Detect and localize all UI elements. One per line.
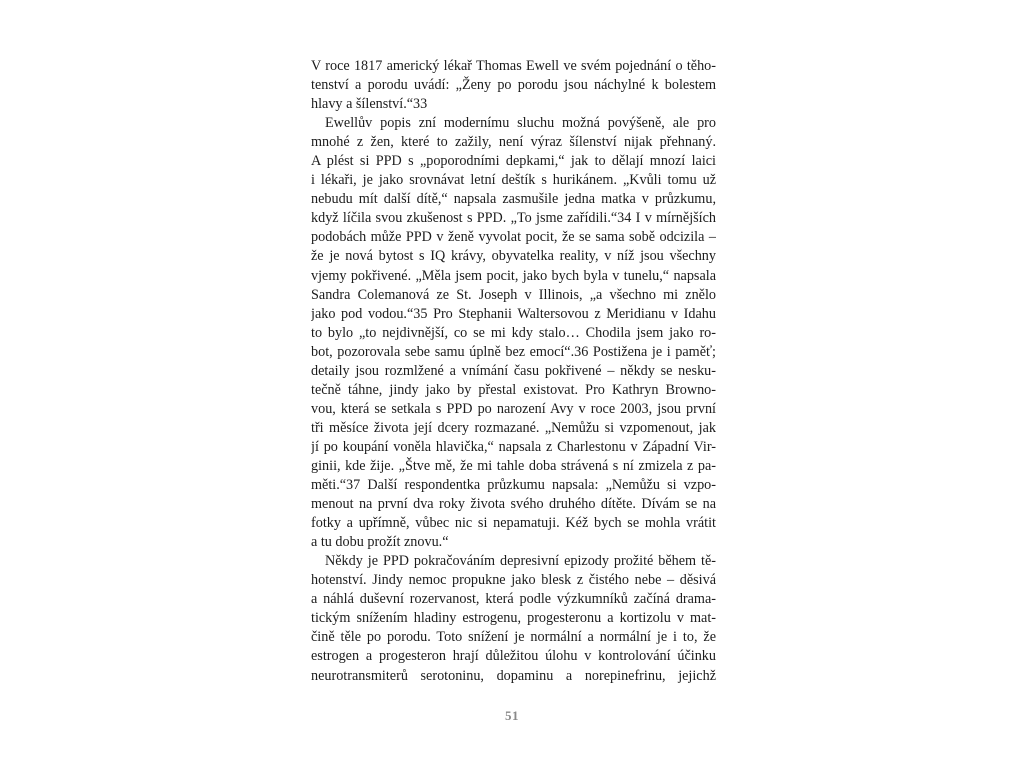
text-line: Ewellův popis zní modernímu sluchu možná povýšeně, ale pro [325,115,716,132]
body-text [311,57,716,686]
text-line: jako pod vodou.“35 Pro Stephanii Waltersovou z Meridianu v Idahu [311,305,716,322]
text-line: V roce 1817 americký lékař Thomas Ewell ve svém pojednání o těho- [311,58,716,74]
text-line: měti.“37 Další respondentka průzkumu napsala: „Nemůžu si vzpo- [311,477,716,494]
text-line: Někdy je PPD pokračováním depresivní epizody prožité během tě- [325,553,716,570]
text-line: ginii, kde žije. „Štve mě, že mi tahle doba strávená s ní zmizela z pa- [311,457,716,474]
text-line: že je nová bytost s IQ krávy, obyvatelka reality, v níž jsou všechny [311,248,716,265]
text-line: nebudu mít další dítě,“ napsala zasmušile jedna matka v průzkumu, [311,191,716,208]
text-line: tickým snížením hladiny estrogenu, progesteronu a kortizolu v mat- [311,610,716,627]
text-line: když líčila svou zkušenost s PPD. „To jsme zařídili.“34 I v mírnějších [311,210,716,227]
text-line: hotenství. Jindy nemoc propukne jako blesk z čistého nebe – děsivá [311,572,716,589]
text-line: A plést si PPD s „poporodními depkami,“ jak to dělají mnozí laici [311,153,716,170]
text-line: fotky a upřímně, vůbec nic si nepamatuji. Kéž bych se mohla vrátit [311,515,716,532]
text-line: Sandra Colemanová ze St. Joseph v Illinois, „a všechno mi znělo [311,286,716,303]
text-line: detaily jsou rozmlžené a vnímání času pokřivené – někdy se nesku- [311,362,716,379]
text-line: mnohé z žen, které to zažily, není výraz šílenství nijak přehnaný. [311,134,716,151]
text-line: čině těle po porodu. Toto snížení je normální a normální je i to, že [311,629,716,646]
text-line: tečně táhne, jindy jako by přestal existovat. Pro Kathryn Browno- [311,381,716,398]
text-line: menout na první dva roky života svého druhého dítěte. Dívám se na [311,496,716,513]
text-line: i lékaři, je jako srovnávat letní deštík s hurikánem. „Kvůli tomu už [311,172,716,189]
text-line: estrogen a progesteron hrají důležitou úlohu v kontrolování účinku [311,648,716,665]
text-line: tři měsíce života její dcery rozmazané. „Nemůžu si vzpomenout, jak [311,419,716,436]
text-line: vou, která se setkala s PPD po narození Avy v roce 2003, jsou první [311,400,716,417]
text-line: hlavy a šílenství.“33 [311,96,428,113]
text-line: tenství a porodu uvádí: „Ženy po porodu jsou náchylné k bolestem [311,77,716,94]
page-number: 51 [505,708,519,723]
text-line: to bylo „to nejdivnější, co se mi kdy stalo… Chodila jsem jako ro- [311,324,716,341]
text-line: podobách může PPD v ženě vyvolat pocit, že se sama sobě odcizila – [311,229,716,246]
text-line: neurotransmiterů serotoninu, dopaminu a norepinefrinu, jejichž [311,667,716,684]
text-line: a tu dobu prožít znovu.“ [311,534,449,551]
text-line: jí po koupání voněla hlavička,“ napsala z Charlestonu v Západní Vir- [311,438,716,455]
text-line: vjemy pokřivené. „Měla jsem pocit, jako bych byla v tunelu,“ napsala [311,267,716,284]
text-line: bot, pozorovala sebe samu úplně bez emocí“.36 Postižena je i paměť; [311,343,716,360]
text-line: a náhlá duševní rozervanost, která podle výzkumníků začíná drama- [311,591,716,608]
